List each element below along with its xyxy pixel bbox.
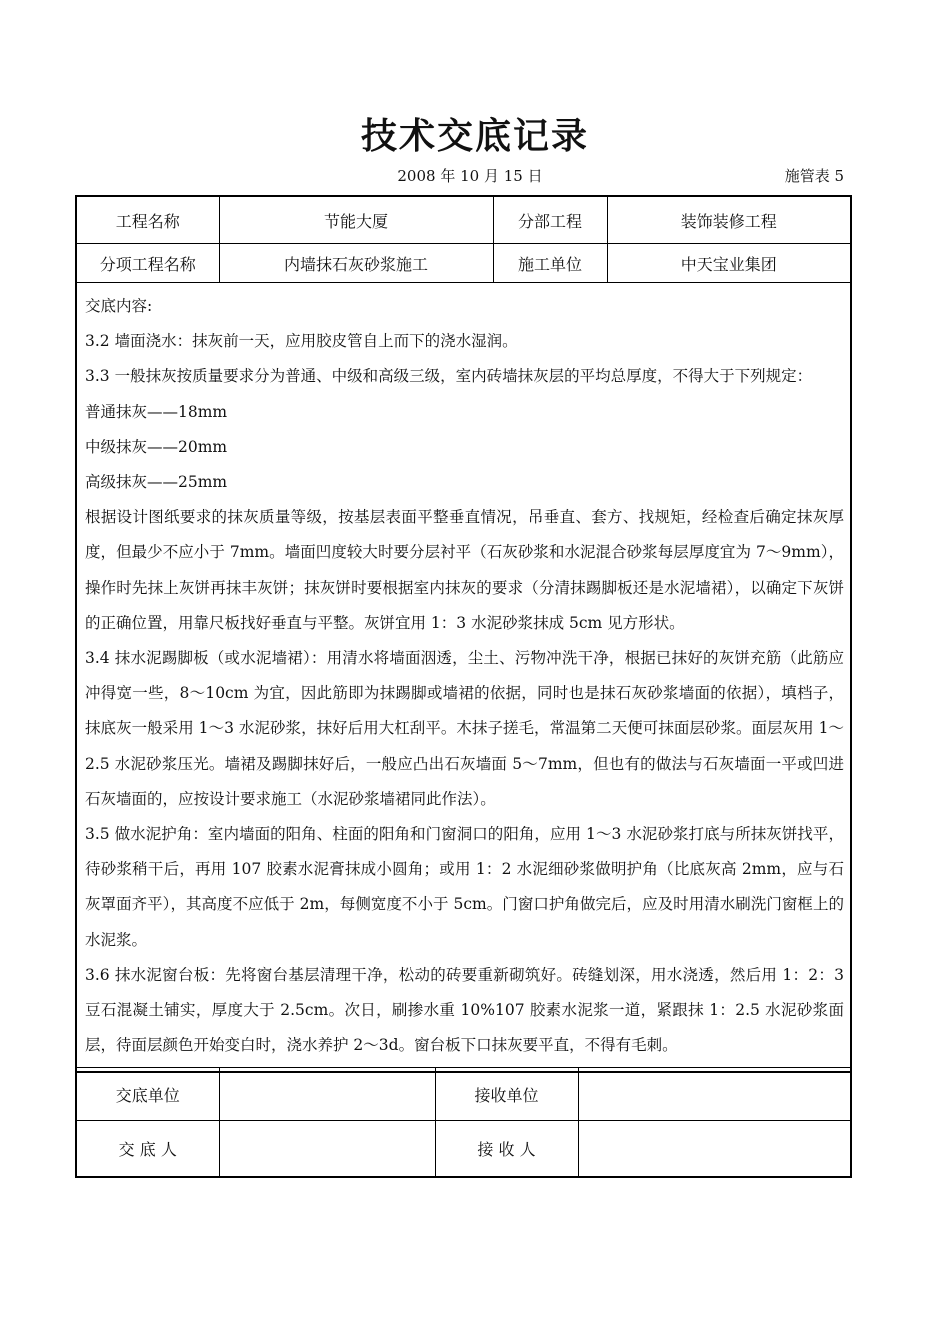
receiver-label: 接 收 人 [435, 1121, 578, 1178]
content-line: 高级抹灰——25mm [85, 473, 228, 492]
disclosure-table [75, 195, 852, 1073]
project-name-value: 节能大厦 [219, 196, 493, 244]
document-title: 技术交底记录 [360, 116, 589, 157]
content-line: 3.4 抹水泥踢脚板（或水泥墙裙）：用清水将墙面洇透，尘土、污物冲洗干净，根据已抹好的灰饼充筋（此筋应冲得宽一些，8～10cm 为宜，因此筋即为抹踢脚或墙裙的依据，同时也是抹石灰砂浆墙面的依据），填档子，抹底灰一般采用 1～3 水泥砂浆，抹好后用大杠刮平。木抹子搓毛，常温第二天便可抹面层砂浆。面层灰用 1～2.5 水泥砂浆压光。墙裙及踢脚抹好后，一般应凸出石灰墙面 5～7mm，但也有的做法与石灰墙面一平或凹进石灰墙面的，应按设计要求施工（水泥砂浆墙裙同此作法）。 [85, 649, 844, 808]
content-line: 普通抹灰——18mm [85, 402, 228, 421]
handover-person-value[interactable] [219, 1121, 435, 1178]
content-line: 根据设计图纸要求的抹灰质量等级，按基层表面平整垂直情况，吊垂直、套方、找规矩，经检查后确定抹灰厚度，但最少不应小于 7mm。墙面凹度较大时要分层衬平（石灰砂浆和水泥混合砂浆每层厚度宜为 7～9mm），操作时先抹上灰饼再抹丰灰饼；抹灰饼时要根据室内抹灰的要求（分清抹踢脚板还是水泥墙裙），以确定下灰饼的正确位置，用靠尺板找好垂直与平整。灰饼宜用 1：3 水泥砂浆抹成 5cm 见方形状。 [85, 508, 844, 632]
division-value: 装饰装修工程 [607, 196, 851, 244]
content-line: 3.5 做水泥护角：室内墙面的阳角、柱面的阳角和门窗洞口的阳角，应用 1～3 水泥砂浆打底与所抹灰饼找平，待砂浆稍干后，再用 107 胶素水泥膏抹成小圆角；或用 1：2 水泥细砂浆做明护角（比底灰高 2mm，应与石灰罩面齐平），其高度不应低于 2m，每侧宽度不小于 5cm。门窗口护角做完后，应及时用清水刷洗门窗框上的水泥浆。 [85, 825, 844, 949]
construction-unit-label: 施工单位 [493, 244, 607, 283]
receiver-value[interactable] [578, 1121, 851, 1178]
form-number: 施管表 5 [784, 167, 844, 185]
division-label: 分部工程 [493, 196, 607, 244]
receiving-unit-label: 接收单位 [435, 1068, 578, 1121]
handover-unit-value[interactable] [219, 1068, 435, 1121]
construction-unit-value: 中天宝业集团 [607, 244, 851, 283]
content-heading: 交底内容: [85, 297, 153, 315]
handover-person-label: 交 底 人 [76, 1121, 219, 1178]
content-line: 3.2 墙面浇水：抹灰前一天，应用胶皮管自上而下的浇水湿润。 [85, 332, 518, 351]
receiving-unit-value[interactable] [578, 1068, 851, 1121]
content-line: 中级抹灰——20mm [85, 437, 228, 456]
signature-table [75, 1067, 852, 1178]
document-date: 2008 年 10 月 15 日 [397, 167, 543, 185]
handover-unit-label: 交底单位 [76, 1068, 219, 1121]
content-line: 3.6 抹水泥窗台板：先将窗台基层清理干净，松动的砖要重新砌筑好。砖缝划深，用水浇透，然后用 1：2：3 豆石混凝土铺实，厚度大于 2.5cm。次日，刷掺水重 10%107 胶素水泥浆一道，紧跟抹 1：2.5 水泥砂浆面层，待面层颜色开始变白时，浇水养护 2～3d。窗台板下口抹灰要平直，不得有毛刺。 [85, 965, 844, 1055]
disclosure-content [76, 283, 851, 1073]
subitem-name-label: 分项工程名称 [76, 244, 219, 283]
subitem-name-value: 内墙抹石灰砂浆施工 [219, 244, 493, 283]
project-name-label: 工程名称 [76, 196, 219, 244]
content-line: 3.3 一般抹灰按质量要求分为普通、中级和高级三级，室内砖墙抹灰层的平均总厚度，不得大于下列规定： [85, 367, 813, 386]
